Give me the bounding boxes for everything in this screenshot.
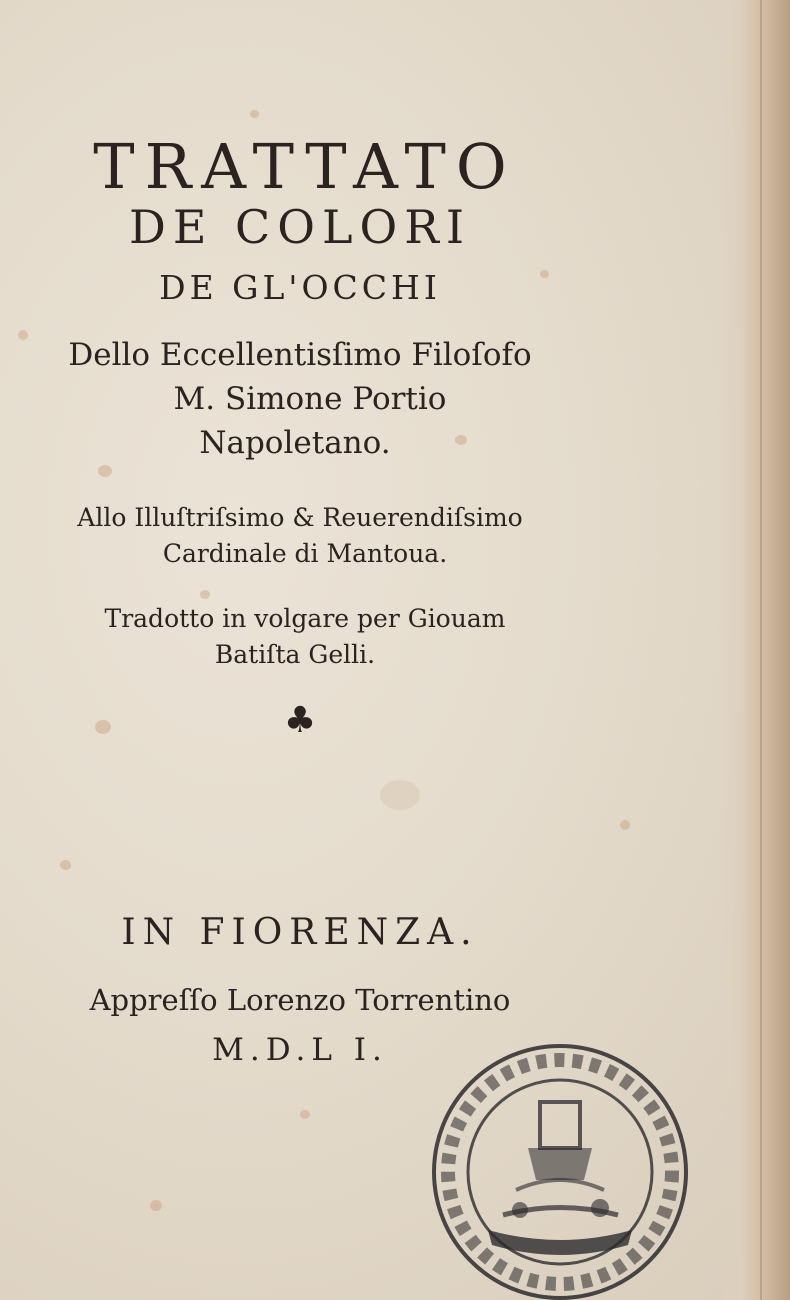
title: TRATTATO bbox=[93, 130, 517, 203]
foxing-spot bbox=[380, 780, 420, 810]
translator-line-1: Tradotto in volgare per Giouam bbox=[104, 604, 506, 633]
imprint-year: M.D.L I. bbox=[212, 1032, 388, 1068]
subtitle-line-1: DE COLORI bbox=[128, 200, 472, 254]
page-edge-line bbox=[760, 0, 762, 1300]
foxing-spot bbox=[60, 860, 71, 870]
imprint-printer: Appreſſo Lorenzo Torrentino bbox=[89, 983, 511, 1017]
printer-ornament-icon: ♣ bbox=[283, 700, 317, 741]
foxing-spot bbox=[300, 1110, 310, 1119]
foxing-spot bbox=[98, 465, 112, 477]
library-stamp-icon bbox=[428, 1040, 692, 1300]
foxing-spot bbox=[250, 110, 259, 118]
dedication-line-1: Allo Illuſtriſsimo & Reuerendiſsimo bbox=[77, 503, 523, 532]
foxing-spot bbox=[200, 590, 210, 599]
page-edge bbox=[720, 0, 790, 1300]
translator-line-2: Batiſta Gelli. bbox=[214, 640, 376, 669]
author-line-1: Dello Eccellentisſimo Filoſofo bbox=[68, 337, 532, 373]
foxing-spot bbox=[150, 1200, 162, 1211]
imprint-city: IN FIORENZA. bbox=[121, 912, 479, 953]
author-line-3: Napoletano. bbox=[199, 425, 391, 461]
subtitle-line-2: DE GL'OCCHI bbox=[159, 268, 441, 307]
foxing-spot bbox=[620, 820, 630, 830]
author-line-2: M. Simone Portio bbox=[173, 381, 447, 417]
dedication-line-2: Cardinale di Mantoua. bbox=[162, 539, 448, 568]
